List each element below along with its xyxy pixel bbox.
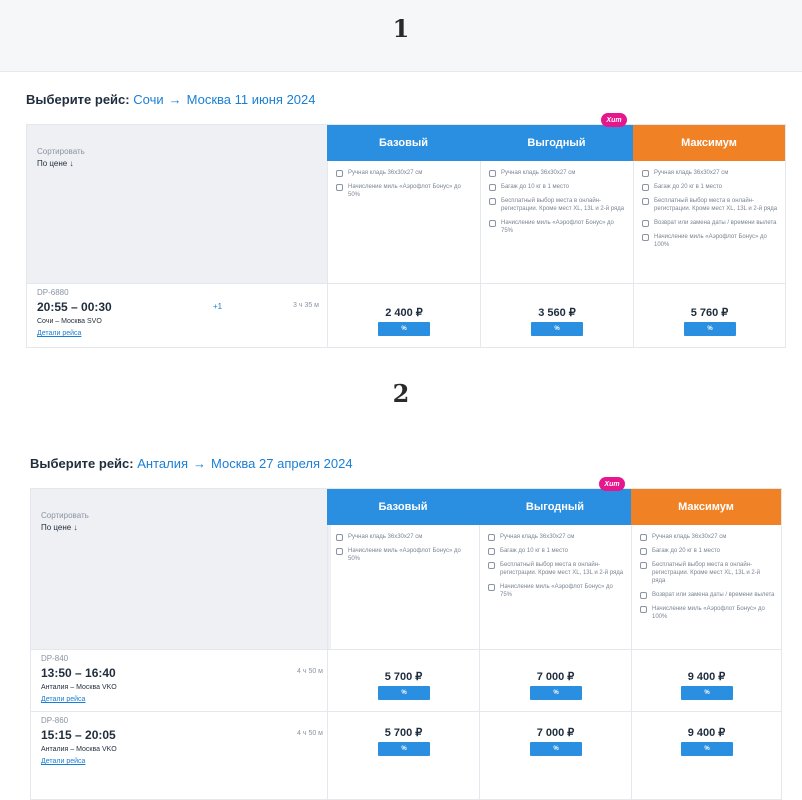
feature-item — [642, 219, 779, 227]
feature-item — [489, 219, 627, 235]
destination-date-link[interactable]: Москва 27 апреля 2024 — [211, 456, 353, 471]
price-value: 2 400 ₽ — [385, 307, 423, 319]
price-cell-basic — [327, 650, 479, 711]
screen-marker-2: 2 — [392, 379, 410, 408]
feature-item — [642, 183, 779, 191]
miles-icon — [488, 584, 495, 591]
sort-column — [31, 489, 331, 649]
arrow-icon: → — [193, 456, 207, 471]
feature-text: Бесплатный выбор места в онлайн-регистрации. Кроме мест XL, 13L и 2-й ряда — [652, 562, 761, 584]
tariff-column-basic — [327, 125, 480, 283]
feature-text: Возврат или замена даты / времени вылета — [652, 592, 775, 598]
tariff-column-basic — [327, 489, 479, 649]
flight-selection-panel-2 — [0, 448, 802, 800]
fare-table — [30, 480, 782, 800]
next-day-indicator: +1 — [213, 302, 223, 311]
origin-link[interactable]: Сочи — [133, 92, 164, 107]
feature-item — [489, 183, 627, 191]
price-cell-maximum — [631, 712, 781, 799]
tariff-features — [327, 161, 480, 283]
heading-prefix: Выберите рейс: — [30, 456, 134, 471]
flight-row[interactable] — [31, 649, 781, 711]
flight-route: Сочи – Москва SVO — [37, 318, 102, 325]
flight-row[interactable] — [31, 711, 781, 799]
flight-info — [31, 650, 331, 711]
feature-item — [489, 169, 627, 177]
feature-item — [488, 583, 625, 599]
select-fare-button[interactable]: % — [378, 322, 430, 336]
price-value: 7 000 ₽ — [536, 727, 575, 739]
sort-label: Сортировать — [37, 147, 85, 156]
page-title — [26, 92, 316, 107]
select-fare-button[interactable]: % — [378, 742, 430, 756]
flight-route: Анталия – Москва VKO — [41, 746, 117, 753]
tariff-header-profitable[interactable]: Выгодный — [480, 125, 633, 161]
destination-date-link[interactable]: Москва 11 июня 2024 — [186, 92, 316, 107]
feature-text: Возврат или замена даты / времени вылета — [654, 220, 777, 226]
flight-info — [27, 284, 327, 347]
flight-details-link[interactable]: Детали рейса — [41, 696, 86, 703]
tariff-header-maximum[interactable]: Максимум — [633, 125, 785, 161]
flight-route: Анталия – Москва VKO — [41, 684, 117, 691]
flight-code: DP-860 — [41, 716, 69, 725]
flight-selection-panel-1 — [0, 86, 802, 358]
select-fare-button[interactable]: % — [684, 322, 736, 336]
miles-icon — [642, 234, 649, 241]
bag-icon — [489, 170, 496, 177]
miles-icon — [336, 548, 343, 555]
tariff-features — [631, 525, 781, 649]
seat-icon — [489, 198, 496, 205]
bag-icon — [642, 170, 649, 177]
price-cell-basic — [327, 284, 480, 347]
bag-icon — [488, 534, 495, 541]
feature-text: Ручная кладь 36х30х27 см — [652, 534, 727, 540]
heading-prefix: Выберите рейс: — [26, 92, 130, 107]
feature-text: Ручная кладь 36х30х27 см — [501, 170, 576, 176]
flight-time: 13:50 – 16:40 — [41, 666, 116, 680]
feature-text: Багаж до 20 кг в 1 место — [652, 548, 721, 554]
bag-icon — [336, 170, 343, 177]
price-cell-profitable — [479, 650, 631, 711]
sort-label: Сортировать — [41, 511, 89, 520]
feature-text: Начисление миль «Аэрофлот Бонус» до 50% — [348, 548, 461, 562]
bag-icon — [640, 534, 647, 541]
select-fare-button[interactable]: % — [681, 686, 733, 700]
feature-item — [642, 169, 779, 177]
tariff-column-profitable — [479, 489, 631, 649]
select-fare-button[interactable]: % — [378, 686, 430, 700]
seat-icon — [642, 198, 649, 205]
feature-text: Ручная кладь 36х30х27 см — [500, 534, 575, 540]
refund-icon — [642, 220, 649, 227]
feature-text: Багаж до 10 кг в 1 место — [501, 184, 570, 190]
tariff-column-profitable — [480, 125, 633, 283]
bag-icon — [336, 534, 343, 541]
flight-duration: 3 ч 35 м — [293, 302, 319, 309]
tariff-header-basic[interactable]: Базовый — [327, 489, 479, 525]
tariff-features — [327, 525, 479, 649]
price-value: 5 760 ₽ — [690, 307, 729, 319]
origin-link[interactable]: Анталия — [137, 456, 189, 471]
select-fare-button[interactable]: % — [530, 686, 582, 700]
sort-dropdown[interactable]: По цене ↓ — [41, 523, 78, 532]
luggage-icon — [489, 184, 496, 191]
flight-details-link[interactable]: Детали рейса — [37, 330, 82, 337]
tariff-features — [479, 525, 631, 649]
feature-item — [642, 197, 779, 213]
luggage-icon — [640, 548, 647, 555]
flight-duration: 4 ч 50 м — [297, 668, 323, 675]
price-cell-profitable — [479, 712, 631, 799]
sort-dropdown[interactable]: По цене ↓ — [37, 159, 74, 168]
miles-icon — [640, 606, 647, 613]
page-title — [30, 456, 353, 471]
price-value: 3 560 ₽ — [538, 307, 576, 319]
select-fare-button[interactable]: % — [530, 742, 582, 756]
feature-item — [488, 561, 625, 577]
feature-text: Начисление миль «Аэрофлот Бонус» до 50% — [348, 184, 461, 198]
flight-row[interactable] — [27, 283, 785, 347]
price-value: 9 400 ₽ — [687, 671, 726, 683]
feature-text: Ручная кладь 36х30х27 см — [348, 170, 423, 176]
feature-item — [640, 533, 775, 541]
tariff-column-maximum — [631, 489, 781, 649]
hit-badge: Хит — [599, 477, 625, 491]
flight-time: 20:55 – 00:30 — [37, 300, 112, 314]
fare-table — [26, 116, 786, 348]
price-cell-maximum — [631, 650, 781, 711]
feature-text: Начисление миль «Аэрофлот Бонус» до 75% — [500, 584, 613, 598]
seat-icon — [640, 562, 647, 569]
feature-item — [640, 547, 775, 555]
price-cell-maximum — [633, 284, 785, 347]
feature-item — [489, 197, 627, 213]
feature-item — [336, 533, 473, 541]
price-value: 9 400 ₽ — [687, 727, 726, 739]
feature-item — [642, 233, 779, 249]
feature-item — [336, 183, 474, 199]
feature-text: Багаж до 10 кг в 1 место — [500, 548, 569, 554]
feature-text: Бесплатный выбор места в онлайн-регистрации. Кроме мест XL, 13L и 2-й ряда — [654, 198, 778, 212]
flight-details-link[interactable]: Детали рейса — [41, 758, 86, 765]
feature-text: Бесплатный выбор места в онлайн-регистрации. Кроме мест XL, 13L и 2-й ряда — [501, 198, 625, 212]
luggage-icon — [488, 548, 495, 555]
select-fare-button[interactable]: % — [531, 322, 583, 336]
price-cell-profitable — [480, 284, 633, 347]
feature-text: Начисление миль «Аэрофлот Бонус» до 100% — [652, 606, 765, 620]
feature-item — [336, 547, 473, 563]
feature-item — [640, 605, 775, 621]
price-cell-basic — [327, 712, 479, 799]
feature-item — [488, 547, 625, 555]
feature-text: Ручная кладь 36х30х27 см — [348, 534, 423, 540]
refund-icon — [640, 592, 647, 599]
miles-icon — [489, 220, 496, 227]
flight-info — [31, 712, 331, 799]
feature-text: Бесплатный выбор места в онлайн-регистрации. Кроме мест XL, 13L и 2-й ряда — [500, 562, 624, 576]
feature-text: Багаж до 20 кг в 1 место — [654, 184, 723, 190]
price-value: 7 000 ₽ — [536, 671, 575, 683]
sort-column — [27, 125, 327, 283]
tariff-header-profitable[interactable]: Выгодный — [479, 489, 631, 525]
select-fare-button[interactable]: % — [681, 742, 733, 756]
screen-marker-1: 1 — [392, 14, 410, 43]
feature-text: Начисление миль «Аэрофлот Бонус» до 100% — [654, 234, 767, 248]
tariff-header-maximum[interactable]: Максимум — [631, 489, 781, 525]
hit-badge: Хит — [601, 113, 627, 127]
flight-time: 15:15 – 20:05 — [41, 728, 116, 742]
feature-item — [336, 169, 474, 177]
price-value: 5 700 ₽ — [384, 671, 423, 683]
seat-icon — [488, 562, 495, 569]
luggage-icon — [642, 184, 649, 191]
tariff-column-maximum — [633, 125, 785, 283]
tariff-features — [633, 161, 785, 283]
feature-item — [488, 533, 625, 541]
feature-item — [640, 561, 775, 585]
flight-code: DP-840 — [41, 654, 69, 663]
flight-duration: 4 ч 50 м — [297, 730, 323, 737]
feature-text: Ручная кладь 36х30х27 см — [654, 170, 729, 176]
feature-item — [640, 591, 775, 599]
price-value: 5 700 ₽ — [384, 727, 423, 739]
tariff-features — [480, 161, 633, 283]
feature-text: Начисление миль «Аэрофлот Бонус» до 75% — [501, 220, 614, 234]
flight-code: DP-6880 — [37, 288, 69, 297]
miles-icon — [336, 184, 343, 191]
arrow-icon: → — [168, 92, 182, 107]
tariff-header-basic[interactable]: Базовый — [327, 125, 480, 161]
